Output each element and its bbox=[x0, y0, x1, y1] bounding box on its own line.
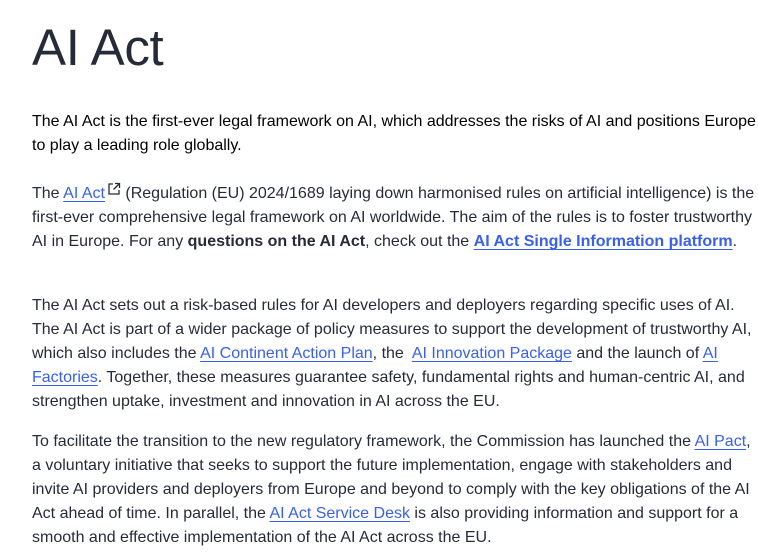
ai-pact-link[interactable]: AI Pact bbox=[694, 433, 747, 450]
text: (Regulation (EU) 2024/1689 laying down harmonised rules on artificial intelligence) is the first-ever comprehensive legal framework on AI worldwide. The aim of the rules is to foster trustworthy AI in Europe. For any bbox=[32, 185, 755, 250]
text: To facilitate the transition to the new regulatory framework, the Commission has launched the bbox=[32, 433, 695, 450]
bold-text-questions: questions on the AI Act bbox=[187, 233, 366, 250]
text: is also providing information and support for a smooth and effective implementation of the AI Act across the EU. bbox=[32, 505, 739, 546]
external-link-icon bbox=[107, 182, 121, 196]
lead-paragraph: The AI Act is the first-ever legal framework on AI, which addresses the risks of AI and positions Europe to play a leading role globally. bbox=[32, 113, 756, 154]
text: and the launch of bbox=[571, 345, 703, 362]
paragraph-ai-act-overview bbox=[32, 182, 758, 254]
page-title: AI Act bbox=[32, 19, 164, 76]
ai-innovation-package-link[interactable]: AI Innovation Package bbox=[411, 345, 572, 362]
ai-factories-link[interactable]: AI Factories bbox=[32, 345, 718, 386]
text: . bbox=[732, 233, 738, 250]
text: , a voluntary initiative that seeks to support the future implementation, engage with stakeholders and invite AI providers and deployers from Europe and beyond to comply with the key obligations of the AI Act ahead of time. In parallel, the bbox=[32, 433, 751, 522]
text: The bbox=[32, 185, 64, 202]
ai-act-link[interactable] bbox=[63, 185, 121, 202]
ai-act-single-information-platform-link[interactable]: AI Act Single Information platform bbox=[473, 233, 733, 250]
ai-act-service-desk-link[interactable]: AI Act Service Desk bbox=[269, 505, 410, 522]
ai-continent-action-plan-link[interactable]: AI Continent Action Plan bbox=[200, 345, 373, 362]
text: The AI Act sets out a risk-based rules for AI developers and deployers regarding specific uses of AI. The AI Act is part of a wider package of policy measures to support the development of trustworthy AI, which also includes the bbox=[32, 297, 752, 362]
ai-act-link-label: AI Act bbox=[63, 185, 105, 202]
text: . Together, these measures guarantee safety, fundamental rights and human-centric AI, and strengthen uptake, investment and innovation in AI across the EU. bbox=[32, 369, 745, 410]
paragraph-risk-based-rules bbox=[32, 294, 758, 414]
paragraph-ai-pact bbox=[32, 430, 758, 550]
text: , check out the bbox=[365, 233, 474, 250]
text: , the bbox=[372, 345, 412, 362]
